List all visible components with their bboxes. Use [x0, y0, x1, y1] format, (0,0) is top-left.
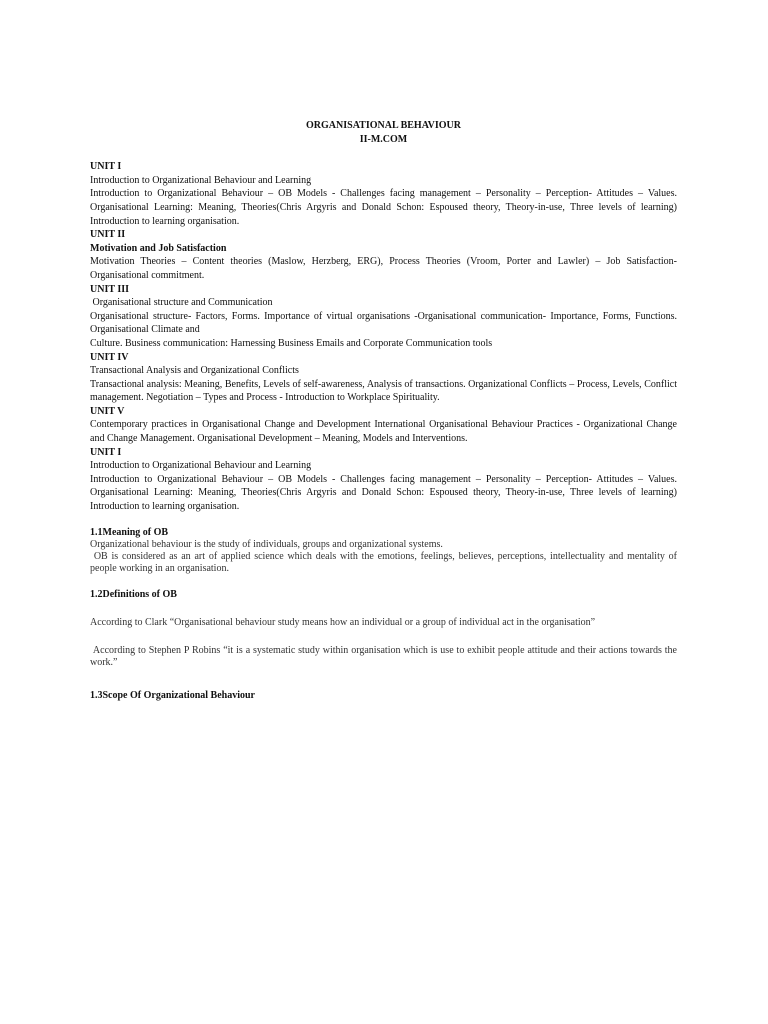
unit-topic: Transactional Analysis and Organizational Conflicts	[90, 365, 299, 377]
spacer	[90, 601, 677, 617]
unit-body: Introduction to Organizational Behaviour – OB Models - Challenges facing management – Personality – Perception- Attitudes – Values. Organisational Learning: Meaning, Theories(Chris Argyris and Donald Schon: Espoused theory, Theory-in-use, Three levels of learning) Introduction to learning organisation.	[90, 188, 677, 227]
unit-topic: Organisational structure and Communication	[90, 297, 273, 309]
spacer	[90, 575, 677, 589]
unit-body: Motivation Theories – Content theories (Maslow, Herzberg, ERG), Process Theories (Vroom, Porter and Lawler) – Job Satisfaction-Organisational commitment.	[90, 256, 677, 281]
unit-heading: UNIT V	[90, 405, 125, 417]
unit-heading: UNIT IV	[90, 351, 129, 363]
section-heading: 1.3Scope Of Organizational Behaviour	[90, 689, 255, 701]
unit-block-1-repeat	[90, 446, 677, 514]
definition-clark: According to Clark “Organisational behaviour study means how an individual or a group of individual act in the organisation”	[90, 616, 596, 628]
document-page	[90, 119, 680, 702]
section-heading: 1.1Meaning of OB	[90, 527, 169, 539]
section-scope	[90, 689, 677, 703]
section-meaning	[90, 527, 680, 575]
document-subtitle: II-M.COM	[359, 133, 408, 145]
unit-heading: UNIT III	[90, 283, 129, 295]
unit-block-4	[90, 351, 677, 405]
document-title: ORGANISATIONAL BEHAVIOUR	[306, 120, 461, 131]
section-text: Organizational behaviour is the study of individuals, groups and organizational systems.	[90, 539, 443, 551]
unit-body: Transactional analysis: Meaning, Benefits, Levels of self-awareness, Analysis of transactions. Organizational Conflicts – Process, Levels, Conflict management. Negotiation – Types and Process - Introduction to Workplace Spirituality.	[90, 378, 677, 404]
section-heading: 1.2Definitions of OB	[90, 588, 177, 600]
unit-topic: Motivation and Job Satisfaction	[90, 242, 227, 254]
unit-heading: UNIT I	[90, 161, 122, 173]
unit-body: Contemporary practices in Organisational Change and Development International Organisational Behaviour Practices - Organizational Change and Change Management. Organisational Development – Meaning, Models and Interventions.	[90, 419, 677, 445]
unit-block-3	[90, 283, 677, 351]
spacer	[90, 669, 677, 689]
unit-block-2	[90, 228, 677, 282]
unit-block-5	[90, 405, 677, 446]
section-text: OB is considered as an art of applied science which deals with the emotions, feelings, believes, perceptions, intellectuality and mentality of people working in an organisation.	[90, 551, 680, 575]
unit-body: Introduction to Organizational Behaviour – OB Models - Challenges facing management – Personality – Perception- Attitudes – Values. Organisational Learning: Meaning, Theories(Chris Argyris and Donald Schon: Espoused theory, Theory-in-use, Three levels of learning) Introduction to learning organisation.	[90, 473, 677, 513]
unit-topic: Introduction to Organizational Behaviour and Learning	[90, 460, 312, 472]
definition-robins: According to Stephen P Robins “it is a systematic study within organisation which is use to exhibit people attitude and their actions towards the work.”	[90, 644, 680, 668]
unit-block-1	[90, 160, 677, 228]
unit-topic: Introduction to Organizational Behaviour and Learning	[90, 174, 312, 186]
unit-body-continued: Culture. Business communication: Harnessing Business Emails and Corporate Communication tools	[90, 337, 493, 349]
unit-body: Organisational structure- Factors, Forms. Importance of virtual organisations -Organisational communication- Importance, Forms, Functions. Organisational Climate and	[90, 310, 677, 336]
spacer	[90, 629, 677, 645]
unit-heading: UNIT II	[90, 229, 126, 241]
spacer	[90, 514, 677, 528]
unit-heading: UNIT I	[90, 446, 122, 458]
document-header	[90, 119, 677, 146]
section-definitions	[90, 588, 680, 669]
